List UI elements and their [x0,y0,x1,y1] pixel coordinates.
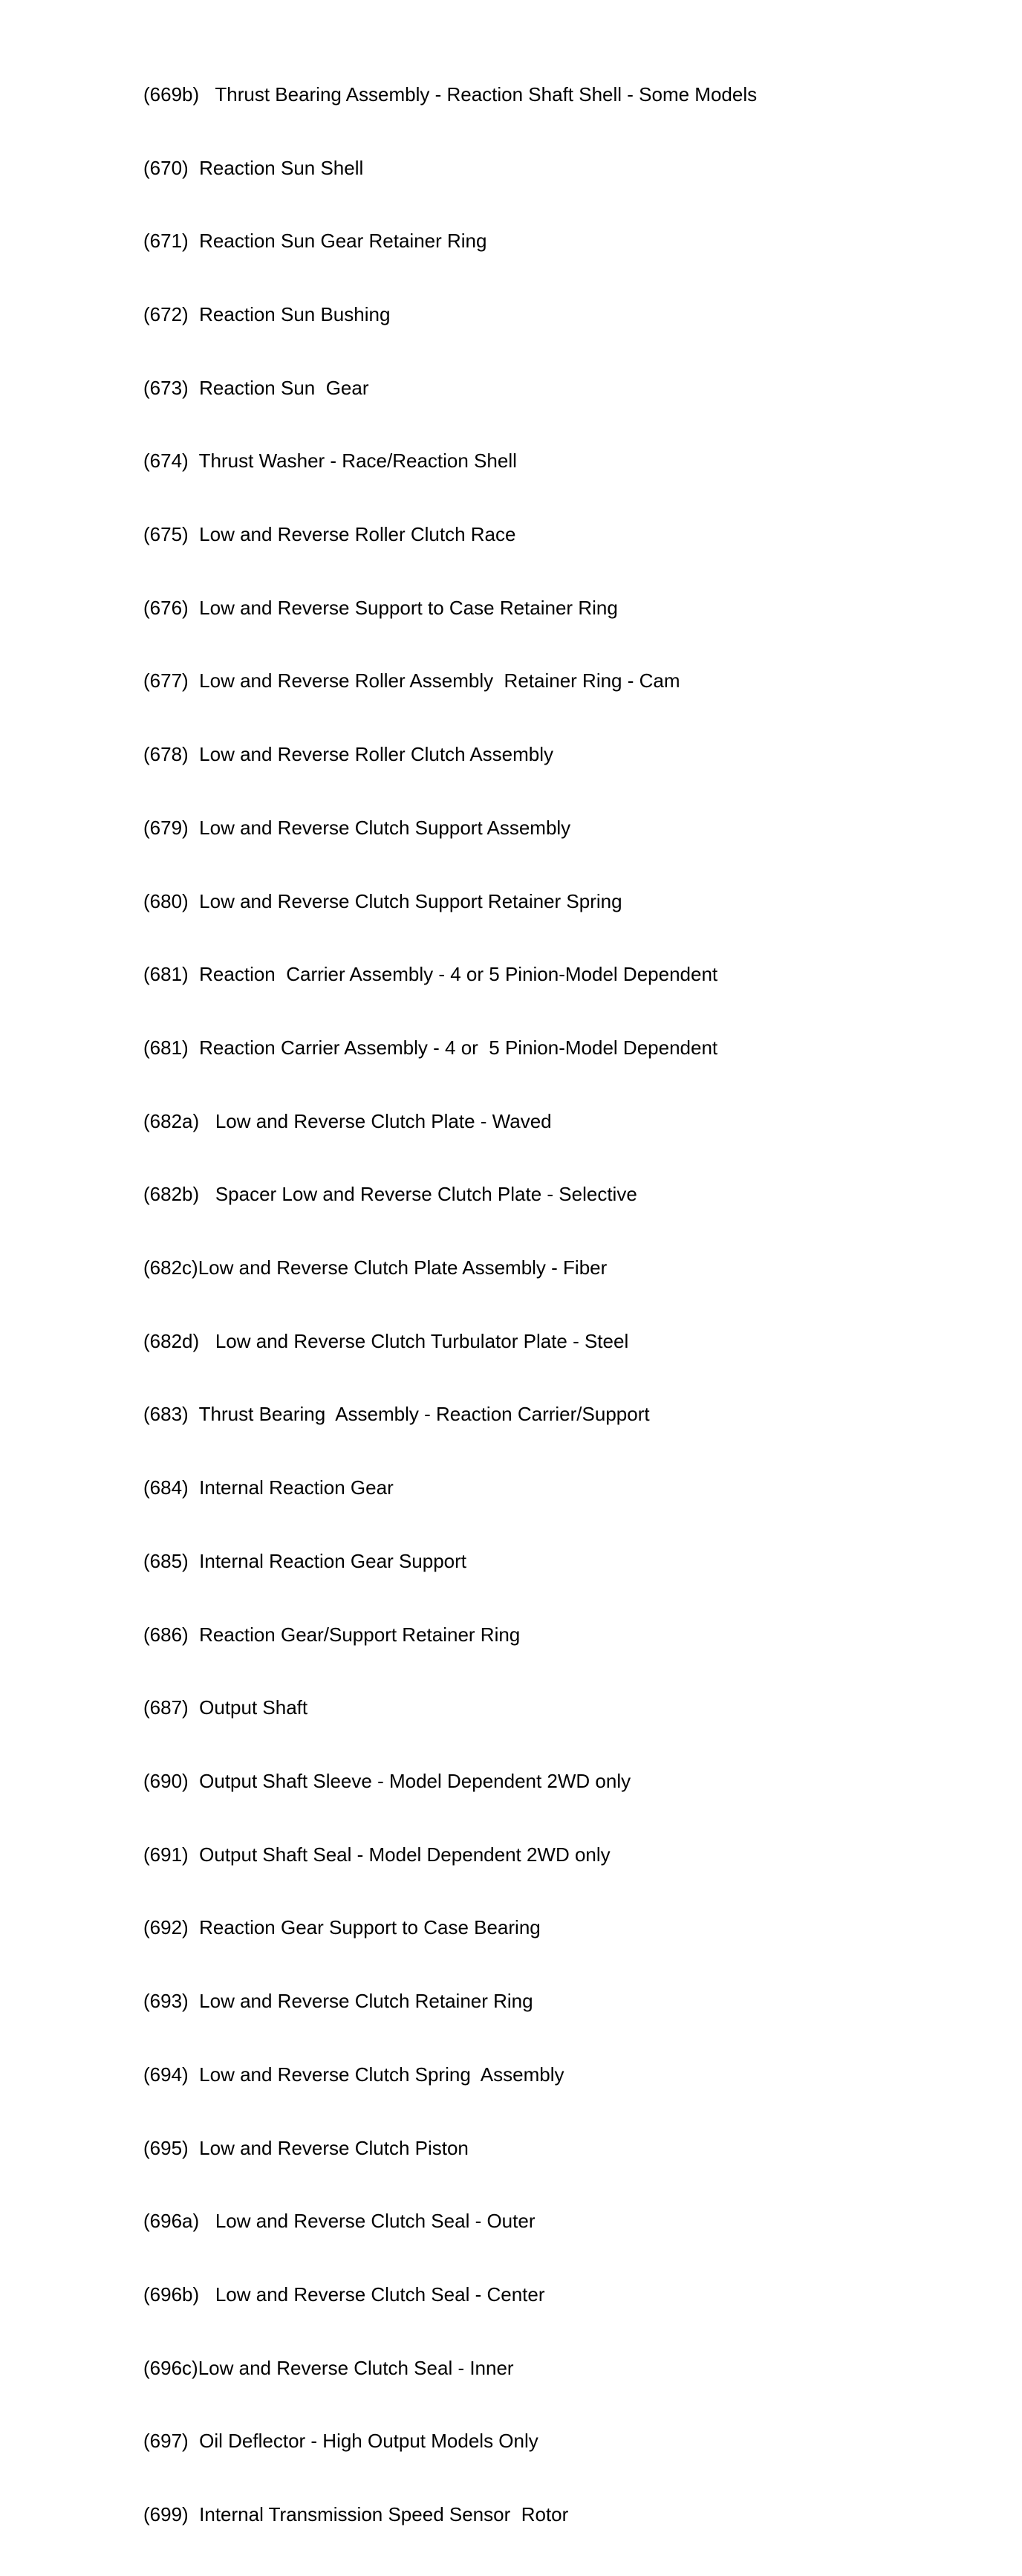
list-item: (677) Low and Reverse Roller Assembly Retainer Ring - Cam [143,669,680,692]
list-item: (673) Reaction Sun Gear [143,376,369,399]
parts-list [143,33,757,2576]
list-item: (693) Low and Reverse Clutch Retainer Ring [143,1990,533,2013]
list-item: (682c)Low and Reverse Clutch Plate Assembly - Fiber [143,1256,608,1279]
list-item: (682b) Spacer Low and Reverse Clutch Plate - Selective [143,1183,637,1206]
list-item: (696c)Low and Reverse Clutch Seal - Inner [143,2356,514,2379]
list-item: (680) Low and Reverse Clutch Support Retainer Spring [143,889,622,912]
list-item: (670) Reaction Sun Shell [143,156,364,179]
list-item: (695) Low and Reverse Clutch Piston [143,2136,469,2159]
list-item: (685) Internal Reaction Gear Support [143,1549,467,1572]
list-item: (691) Output Shaft Seal - Model Dependent 2WD only [143,1843,611,1866]
list-item: (682d) Low and Reverse Clutch Turbulator Plate - Steel [143,1329,629,1352]
list-item: (674) Thrust Washer - Race/Reaction Shell [143,450,517,473]
list-item: (671) Reaction Sun Gear Retainer Ring [143,230,487,253]
list-item: (681) Reaction Carrier Assembly - 4 or 5 Pinion-Model Dependent [143,963,718,986]
list-item: (697) Oil Deflector - High Output Models Only [143,2430,538,2453]
list-item: (672) Reaction Sun Bushing [143,302,391,325]
list-item: (683) Thrust Bearing Assembly - Reaction Carrier/Support [143,1403,650,1426]
list-item: (678) Low and Reverse Roller Clutch Assembly [143,743,554,766]
list-item: (692) Reaction Gear Support to Case Bearing [143,1916,541,1939]
list-item: (682a) Low and Reverse Clutch Plate - Waved [143,1109,552,1132]
list-item: (669b) Thrust Bearing Assembly - Reaction Shaft Shell - Some Models [143,82,758,106]
list-item: (699) Internal Transmission Speed Sensor Rotor [143,2503,569,2526]
list-item: (696a) Low and Reverse Clutch Seal - Outer [143,2210,536,2233]
list-item: (690) Output Shaft Sleeve - Model Dependent 2WD only [143,1769,631,1792]
list-item: (679) Low and Reverse Clutch Support Assembly [143,816,571,839]
list-item: (687) Output Shaft [143,1696,308,1719]
list-item: (676) Low and Reverse Support to Case Retainer Ring [143,596,618,619]
list-item: (696b) Low and Reverse Clutch Seal - Center [143,2283,545,2306]
list-item: (684) Internal Reaction Gear [143,1476,394,1499]
list-item: (686) Reaction Gear/Support Retainer Ring [143,1623,521,1646]
list-item: (675) Low and Reverse Roller Clutch Race [143,523,516,546]
list-item: (694) Low and Reverse Clutch Spring Assembly [143,2063,564,2086]
list-item: (681) Reaction Carrier Assembly - 4 or 5 Pinion-Model Dependent [143,1036,718,1059]
